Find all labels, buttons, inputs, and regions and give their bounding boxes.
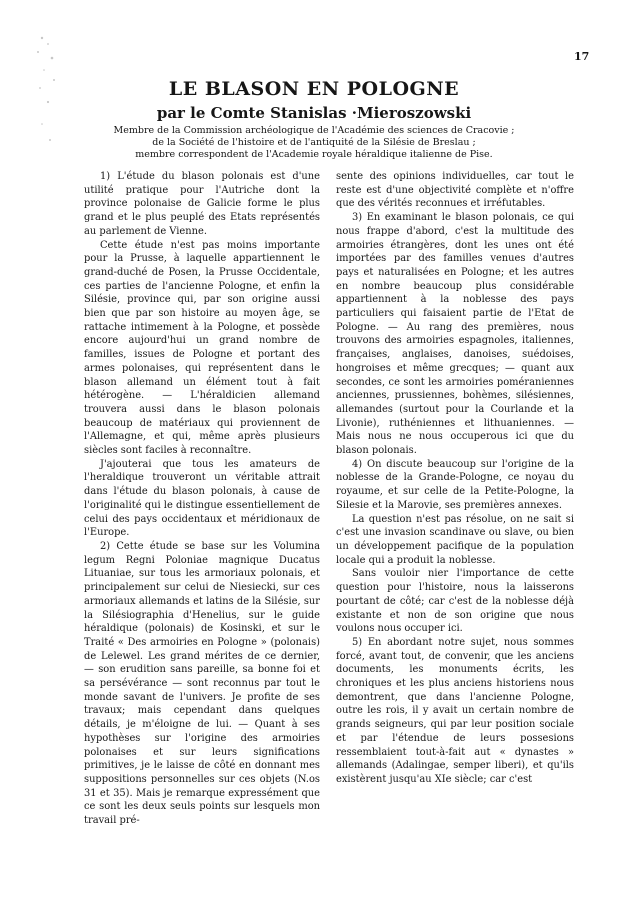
article-author: par le Comte Stanislas ·Mieroszowski: [156, 104, 472, 122]
paragraph: sente des opinions individuelles, car tout le reste est d'une objectivité complète et n'offre que des vérités reconnues et irréfutables.: [336, 171, 574, 210]
paragraph: 5) En abordant notre sujet, nous sommes forcé, avant tout, de convenir, que les anciens documents, les monuments écrits, les chroniques et les plus anciens historiens nous demontrent, que dans l'ancienne Pologne, outre les rois, il y avait un certain nombre de grands seigneurs, qui par leur position sociale et par l'étendue de leurs possesions ressemblaient tout-à-fait aut « dynastes » allemands (Adalingae, semper liberi), et qu'ils existèrent jusqu'au XIe siècle; car c'est: [336, 636, 574, 785]
left-column: [84, 170, 320, 828]
paragraph: Cette étude n'est pas moins importante pour la Prusse, à laquelle appartiennent le grand-duché de Posen, la Prusse Occidentale, ces parties de l'ancienne Pologne, et enfin la Silésie, province qui, par son origine aussi bien que par son histoire au moyen âge, se rattache intimement à la Pologne, et possède encore aujourd'hui un grand nombre de familles, issues de Pologne et portant des armes polonaises, qui représentent dans le blason allemand un élément tout à fait hétérogène. — L'héraldicien allemand trouvera aussi dans le blason polonais beaucoup de matériaux qui proviennent de l'Allemagne, et qui, même après plusieurs siècles sont faciles à reconnaître.: [84, 239, 320, 457]
page-number: 17: [574, 50, 590, 63]
author-affiliation-line: membre correspondent de l'Academie royale héraldique italienne de Pise.: [135, 149, 493, 160]
right-column: [336, 170, 574, 787]
paragraph: 1) L'étude du blason polonais est d'une utilité pratique pour l'Autriche dont la province polonaise de Galicie forme le plus grand et le plus peuplé des Etats représentés au parlement de Vienne.: [84, 171, 320, 237]
paragraph: La question n'est pas résolue, on ne sait si c'est une invasion scandinave ou slave, ou bien un développement pacifique de la population locale qui a produit la noblesse.: [336, 513, 574, 566]
author-affiliation-line: Membre de la Commission archéologique de l'Académie des sciences de Cracovie ;: [113, 125, 515, 136]
paragraph: 3) En examinant le blason polonais, ce qui nous frappe d'abord, c'est la multitude des armoiries étrangères, dont les unes ont été importées par des familles venues d'autres pays et naturalisées en Pologne; et les autres en nombre beaucoup plus considérable appartiennent à la noblesse des pays particuliers qui faisaient partie de l'Etat de Pologne. — Au rang des premières, nous trouvons des armoiries espagnoles, italiennes, françaises, anglaises, danoises, suédoises, hongroises et même grecques; — quant aux secondes, ce sont les armoiries poméraniennes anciennes, prussiennes, bohèmes, silésiennes, allemandes (surtout pour la Courlande et la Livonie), ruthéniennes et lithuaniennes. — Mais nous ne nous occuperous ici que du blason polonais.: [336, 212, 574, 457]
author-affiliation-line: de la Société de l'histoire et de l'antiquité de la Silésie de Breslau ;: [152, 137, 476, 148]
paragraph: 4) On discute beaucoup sur l'origine de la noblesse de la Grande-Pologne, ce noyau du royaume, et sur celle de la Petite-Pologne, la Silesie et la Marovie, ses premières annexes.: [336, 458, 574, 511]
article-title: LE BLASON EN POLOGNE: [168, 78, 460, 100]
paragraph: 2) Cette étude se base sur les Voluminа legum Regni Poloniae magnique Ducatus Lituaniae, sur tous les armoriaux polonais, et principalement sur celui de Niesiecki, sur ces armoriaux allemands et latins de la Silésie, sur la Silésiographia d'Henelius, sur le guide héraldique (polonais) de Kosinski, et sur le Traité « Des armoiries en Pologne » (polonais) de Lelewel. Les grand mérites de ce dernier, — son erudition sans pareille, sa bonne foi et sa persévérance — sont reconnus par tout le monde savant de l'univers. Je profite de ses travaux; mais cependant dans quelques détails, je m'éloigne de lui. — Quant à ses hypothèses sur l'origine des armoiries polonaises et sur leurs significations primitives, je le laisse de côté en donnant mes suppositions personnelles sur ces objets (N.os 31 et 35). Mais je remarque expressément que ce sont les deux seuls points sur lesquels mon travail pré-: [84, 540, 320, 827]
paragraph: Sans vouloir nier l'importance de cette question pour l'histoire, nous la laisserons pourtant de côté; car c'est de la noblesse déjà existante et non de son origine que nous voulons nous occuper ici.: [336, 568, 574, 635]
paragraph: J'ajouterai que tous les amateurs de l'heraldique trouveront un véritable attrait dans l'étude du blason polonais, à cause de l'originalité qui le distingue essentiellement de celui des pays occidentaux et méridionaux de l'Europe.: [84, 458, 320, 539]
